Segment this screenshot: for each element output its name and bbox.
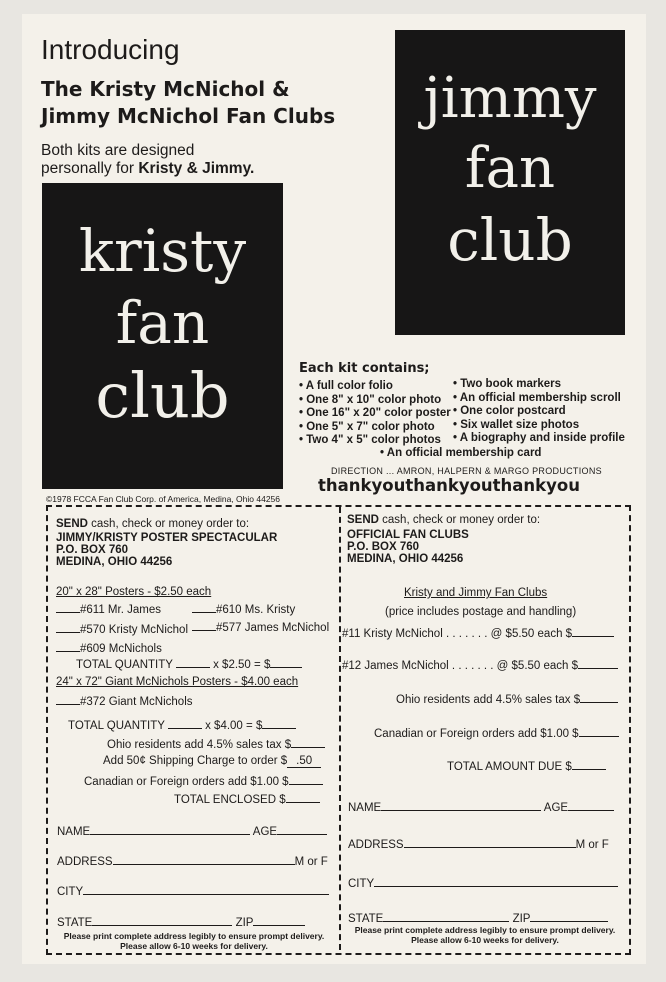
right-state-zip-field[interactable] <box>348 911 608 925</box>
right-city-field[interactable] <box>348 876 618 890</box>
thank-you-line: thankyouthankyouthankyou <box>318 476 580 495</box>
left-address-field[interactable] <box>57 854 328 868</box>
left-send-rest: cash, check or money order to: <box>91 518 250 530</box>
sex-label: M or F <box>575 839 609 851</box>
city-label: CITY <box>348 878 375 890</box>
right-address-3: MEDINA, OHIO 44256 <box>347 553 464 565</box>
right-ohio-tax[interactable] <box>396 692 618 706</box>
zip-label: ZIP <box>512 913 531 925</box>
item-label: #570 Kristy McNichol <box>80 624 189 636</box>
left-address-3: MEDINA, OHIO 44256 <box>56 556 173 568</box>
kristy-logo-word-3: club <box>95 359 230 432</box>
kit-item: • One 5" x 7" color photo <box>299 420 435 433</box>
order-line-372[interactable] <box>56 694 193 708</box>
address-label: ADDRESS <box>348 839 404 851</box>
order-line-611[interactable] <box>56 602 161 616</box>
age-input[interactable] <box>568 800 614 811</box>
left-send-line <box>56 518 249 530</box>
item-label: #610 Ms. Kristy <box>216 604 296 616</box>
item-label: #611 Mr. James <box>80 604 161 616</box>
name-label: NAME <box>57 826 91 838</box>
name-label: NAME <box>348 802 382 814</box>
subtitle-line-2 <box>41 160 254 178</box>
left-foreign-charge[interactable] <box>84 774 323 788</box>
subtitle-bold: Kristy & Jimmy. <box>138 160 255 177</box>
amount-blank[interactable] <box>286 792 320 803</box>
amount-blank[interactable] <box>262 718 296 729</box>
left-delivery-note <box>52 931 336 951</box>
order-line-11[interactable] <box>342 626 614 640</box>
order-line-12[interactable] <box>342 658 618 672</box>
age-label: AGE <box>543 802 569 814</box>
copyright: ©1978 FCCA Fan Club Corp. of America, Medina, Ohio 44256 <box>46 494 280 504</box>
right-delivery-note <box>343 925 627 945</box>
item-label: #372 Giant McNichols <box>80 696 193 708</box>
shipping-amount: .50 <box>287 755 321 768</box>
kit-heading: Each kit contains; <box>299 361 430 376</box>
delivery-note-1: Please print complete address legibly to ensure prompt delivery. <box>63 931 325 941</box>
left-ohio-tax[interactable] <box>107 737 325 751</box>
left-address-1: JIMMY/KRISTY POSTER SPECTACULAR <box>56 532 278 544</box>
address-input[interactable] <box>113 854 295 865</box>
poster-section-heading-1: 20" x 28" Posters - $2.50 each <box>56 586 212 598</box>
city-label: CITY <box>57 886 84 898</box>
kit-item: • One color postcard <box>453 405 566 417</box>
kristy-logo-word-2: fan <box>115 289 210 357</box>
kit-left-list <box>299 380 451 448</box>
state-input[interactable] <box>383 911 509 922</box>
right-address-1: OFFICIAL FAN CLUBS <box>347 529 469 541</box>
order-line-577[interactable] <box>192 620 329 634</box>
total-quantity-label: TOTAL QUANTITY <box>76 659 173 671</box>
qty-blank[interactable] <box>56 602 80 613</box>
total-enclosed[interactable] <box>174 792 320 806</box>
title-line-1: The Kristy McNichol & <box>41 77 290 101</box>
kit-item: • A full color folio <box>299 380 393 392</box>
delivery-note-1: Please print complete address legibly to ensure prompt delivery. <box>354 925 616 935</box>
right-name-field[interactable] <box>348 800 614 814</box>
amount-blank[interactable] <box>572 626 614 637</box>
right-send-line <box>347 514 540 526</box>
state-label: STATE <box>348 913 384 925</box>
subtitle-pre: personally for <box>41 160 135 177</box>
order-line-570[interactable] <box>56 622 188 636</box>
ohio-tax-label: Ohio residents add 4.5% sales tax $ <box>107 739 292 751</box>
total-quantity-blank[interactable] <box>168 718 202 729</box>
right-address-2: P.O. BOX 760 <box>347 541 420 553</box>
amount-blank[interactable] <box>270 657 302 668</box>
address-input[interactable] <box>404 837 576 848</box>
direction-credit: DIRECTION ... AMRON, HALPERN & MARGO PRODUCTIONS <box>331 466 602 476</box>
total-quantity-calc: x $4.00 = $ <box>205 720 263 732</box>
jimmy-fan-club-logo <box>395 30 625 335</box>
amount-blank[interactable] <box>289 774 323 785</box>
left-address-2: P.O. BOX 760 <box>56 544 129 556</box>
kit-last-item: • An official membership card <box>380 447 542 459</box>
qty-blank[interactable] <box>192 620 216 631</box>
amount-blank[interactable] <box>580 692 618 703</box>
delivery-note-2: Please allow 6-10 weeks for delivery. <box>411 935 559 945</box>
total-quantity-1[interactable] <box>76 657 302 671</box>
item-label: #12 James McNichol . . . . . . . @ $5.50 each $ <box>342 660 579 672</box>
delivery-note-2: Please allow 6-10 weeks for delivery. <box>120 941 268 951</box>
item-label: #11 Kristy McNichol . . . . . . . @ $5.50 each $ <box>342 628 573 640</box>
qty-blank[interactable] <box>56 622 80 633</box>
amount-blank[interactable] <box>578 658 618 669</box>
kit-item: • A biography and inside profile <box>453 432 625 444</box>
order-forms-divider <box>339 507 341 950</box>
total-quantity-label: TOTAL QUANTITY <box>68 720 165 732</box>
total-enclosed-label: TOTAL ENCLOSED $ <box>174 794 286 806</box>
right-send-rest: cash, check or money order to: <box>382 514 541 526</box>
total-quantity-blank[interactable] <box>176 657 210 668</box>
kit-item: • One 8" x 10" color photo <box>299 393 442 406</box>
kit-item: • An official membership scroll <box>453 391 621 404</box>
qty-blank[interactable] <box>56 641 80 652</box>
right-address-field[interactable] <box>348 837 609 851</box>
qty-blank[interactable] <box>56 694 80 705</box>
shipping-label: Add 50¢ Shipping Charge to order $ <box>103 755 288 767</box>
city-input[interactable] <box>83 884 329 895</box>
city-input[interactable] <box>374 876 618 887</box>
kit-item: • One 16" x 20" color poster <box>299 407 451 419</box>
jimmy-logo-word-3: club <box>447 206 573 274</box>
price-note: (price includes postage and handling) <box>385 606 577 618</box>
subtitle-line-1: Both kits are designed <box>41 142 195 159</box>
shipping-charge[interactable] <box>103 755 321 768</box>
kristy-logo-word-1: kristy <box>78 217 247 285</box>
zip-label: ZIP <box>235 917 254 929</box>
right-foreign-charge[interactable] <box>374 726 619 740</box>
ohio-tax-label: Ohio residents add 4.5% sales tax $ <box>396 694 581 706</box>
fan-club-title: Kristy and Jimmy Fan Clubs <box>404 587 548 599</box>
total-amount-due[interactable] <box>447 759 606 773</box>
title-line-2: Jimmy McNichol Fan Clubs <box>41 104 336 128</box>
left-send-bold: SEND <box>56 518 88 530</box>
total-quantity-2[interactable] <box>68 718 296 732</box>
kit-item: • Two book markers <box>453 378 561 390</box>
poster-section-heading-2: 24" x 72" Giant McNichols Posters - $4.00 each <box>56 676 299 688</box>
left-state-zip-field[interactable] <box>57 915 305 929</box>
foreign-label: Canadian or Foreign orders add $1.00 $ <box>374 728 579 740</box>
sex-label: M or F <box>294 856 328 868</box>
left-city-field[interactable] <box>57 884 329 898</box>
address-label: ADDRESS <box>57 856 113 868</box>
total-due-label: TOTAL AMOUNT DUE $ <box>447 761 572 773</box>
intro-heading: Introducing <box>41 34 180 65</box>
kristy-fan-club-logo <box>42 183 283 489</box>
order-line-610[interactable] <box>192 602 295 616</box>
jimmy-logo-word-1: jimmy <box>423 66 597 131</box>
age-label: AGE <box>252 826 278 838</box>
right-send-bold: SEND <box>347 514 379 526</box>
kit-item: • Six wallet size photos <box>453 418 580 431</box>
zip-input[interactable] <box>253 915 305 926</box>
state-input[interactable] <box>92 915 232 926</box>
item-label: #609 McNichols <box>80 643 162 655</box>
name-input[interactable] <box>90 824 250 835</box>
amount-blank[interactable] <box>291 737 325 748</box>
left-name-field[interactable] <box>57 824 327 838</box>
total-quantity-calc: x $2.50 = $ <box>213 659 271 671</box>
jimmy-logo-word-2: fan <box>464 136 556 201</box>
age-input[interactable] <box>277 824 327 835</box>
qty-blank[interactable] <box>192 602 216 613</box>
order-line-609[interactable] <box>56 641 162 655</box>
zip-input[interactable] <box>530 911 608 922</box>
kit-item: • Two 4" x 5" color photos <box>299 434 441 446</box>
state-label: STATE <box>57 917 93 929</box>
kit-right-list <box>453 378 625 446</box>
name-input[interactable] <box>381 800 541 811</box>
amount-blank[interactable] <box>572 759 606 770</box>
item-label: #577 James McNichol <box>216 622 330 634</box>
foreign-label: Canadian or Foreign orders add $1.00 $ <box>84 776 289 788</box>
amount-blank[interactable] <box>579 726 619 737</box>
